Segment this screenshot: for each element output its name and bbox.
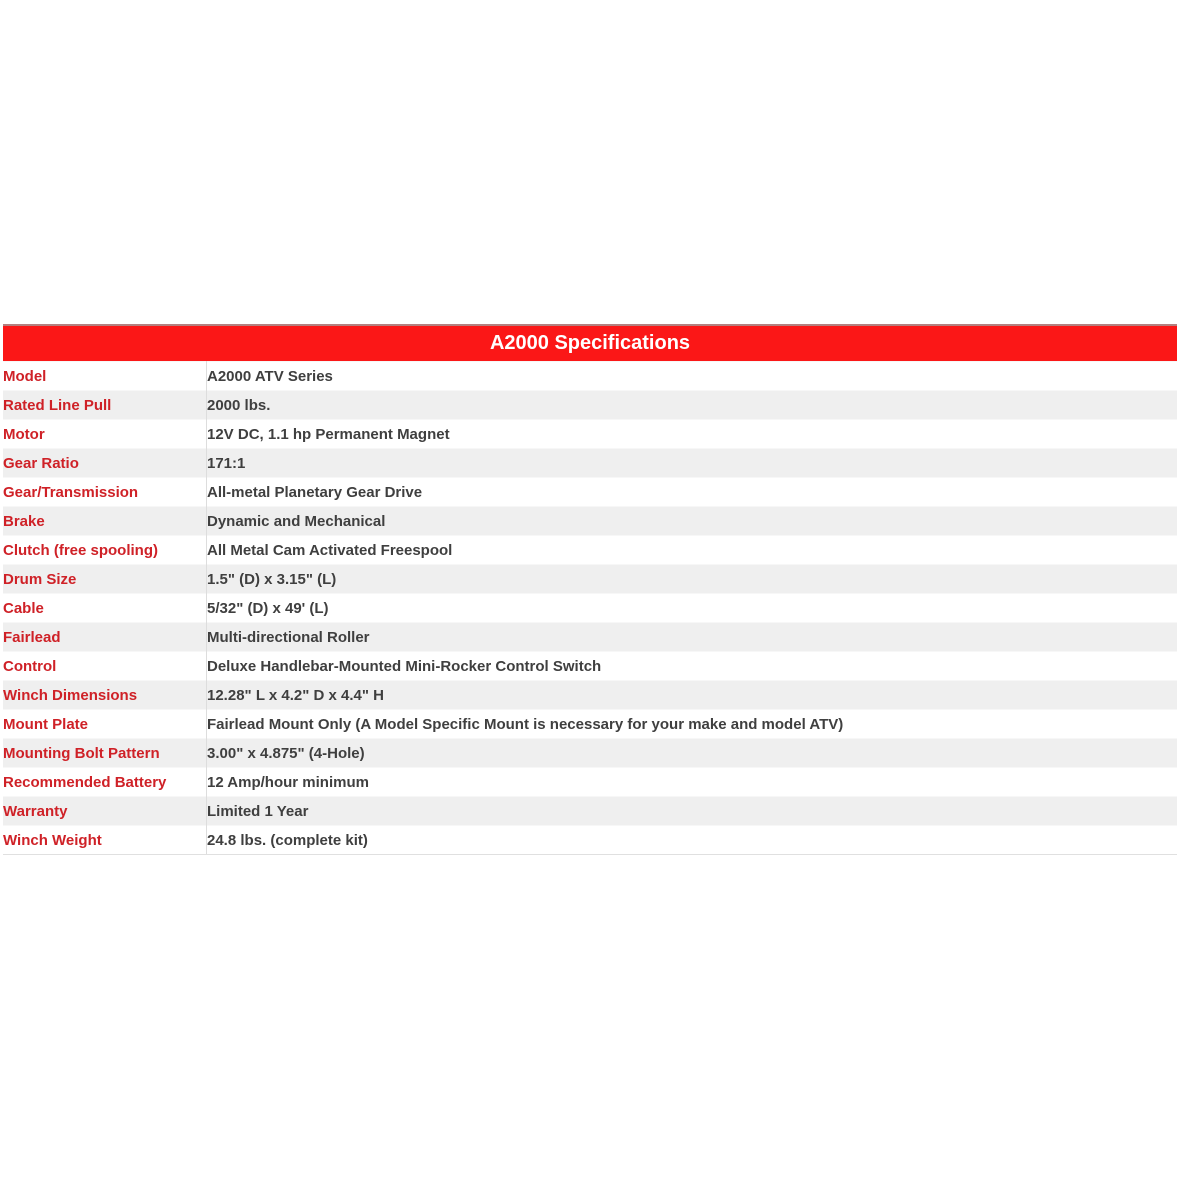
spec-label: Rated Line Pull [3, 391, 207, 420]
table-title: A2000 Specifications [3, 324, 1177, 361]
table-row [3, 362, 1177, 391]
spec-value: 171:1 [207, 449, 1178, 478]
specifications-table [3, 324, 1177, 855]
spec-label: Cable [3, 594, 207, 623]
spec-label: Gear Ratio [3, 449, 207, 478]
spec-value: 3.00" x 4.875" (4-Hole) [207, 739, 1178, 768]
table-row [3, 507, 1177, 536]
spec-label: Control [3, 652, 207, 681]
table-row [3, 797, 1177, 826]
table-row [3, 623, 1177, 652]
spec-label: Winch Weight [3, 826, 207, 855]
table-row [3, 536, 1177, 565]
spec-label: Gear/Transmission [3, 478, 207, 507]
spec-value: 12V DC, 1.1 hp Permanent Magnet [207, 420, 1178, 449]
table-row [3, 594, 1177, 623]
spec-value: 12 Amp/hour minimum [207, 768, 1178, 797]
spec-value: 2000 lbs. [207, 391, 1178, 420]
spec-value: 24.8 lbs. (complete kit) [207, 826, 1178, 855]
spec-value: 5/32" (D) x 49' (L) [207, 594, 1178, 623]
table-row [3, 565, 1177, 594]
spec-value: Multi-directional Roller [207, 623, 1178, 652]
table-row [3, 681, 1177, 710]
table-row [3, 391, 1177, 420]
spec-label: Motor [3, 420, 207, 449]
table-row [3, 420, 1177, 449]
table-row [3, 739, 1177, 768]
spec-label: Clutch (free spooling) [3, 536, 207, 565]
spec-label: Fairlead [3, 623, 207, 652]
spec-value: A2000 ATV Series [207, 362, 1178, 391]
spec-value: All Metal Cam Activated Freespool [207, 536, 1178, 565]
spec-value: Fairlead Mount Only (A Model Specific Mount is necessary for your make and model ATV) [207, 710, 1178, 739]
spec-label: Mount Plate [3, 710, 207, 739]
spec-label: Mounting Bolt Pattern [3, 739, 207, 768]
spec-label: Drum Size [3, 565, 207, 594]
spec-value: Dynamic and Mechanical [207, 507, 1178, 536]
spec-table [3, 361, 1177, 855]
spec-value: Deluxe Handlebar-Mounted Mini-Rocker Control Switch [207, 652, 1178, 681]
spec-table-body [3, 362, 1177, 855]
table-row [3, 768, 1177, 797]
table-row [3, 710, 1177, 739]
spec-label: Winch Dimensions [3, 681, 207, 710]
spec-label: Model [3, 362, 207, 391]
spec-value: Limited 1 Year [207, 797, 1178, 826]
spec-label: Warranty [3, 797, 207, 826]
spec-label: Recommended Battery [3, 768, 207, 797]
spec-label: Brake [3, 507, 207, 536]
table-row [3, 826, 1177, 855]
spec-value: All-metal Planetary Gear Drive [207, 478, 1178, 507]
spec-value: 1.5" (D) x 3.15" (L) [207, 565, 1178, 594]
table-row [3, 652, 1177, 681]
spec-value: 12.28" L x 4.2" D x 4.4" H [207, 681, 1178, 710]
table-row [3, 449, 1177, 478]
table-row [3, 478, 1177, 507]
